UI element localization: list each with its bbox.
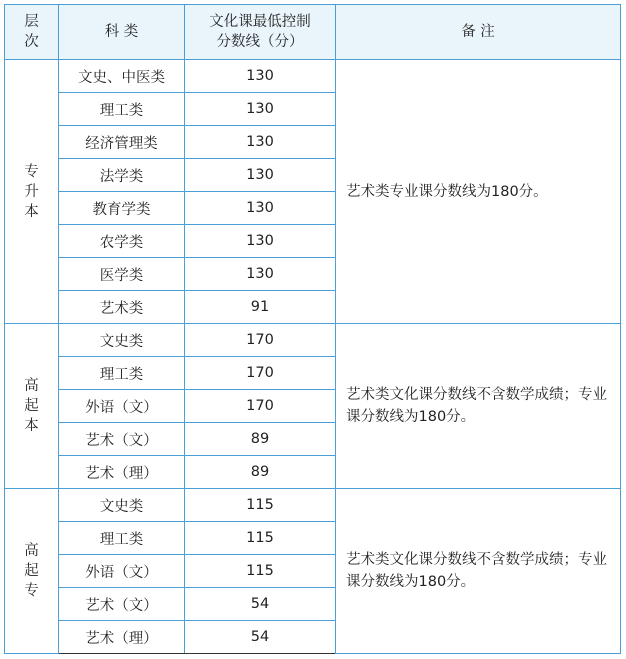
level-cell	[5, 60, 59, 324]
subject-cell: 文史类	[59, 324, 185, 357]
score-cell: 170	[185, 357, 336, 390]
subject-cell: 农学类	[59, 225, 185, 258]
subject-cell: 艺术（文）	[59, 588, 185, 621]
subject-cell: 经济管理类	[59, 126, 185, 159]
level-cell	[5, 324, 59, 489]
score-cell: 130	[185, 126, 336, 159]
level-char: 高	[24, 378, 39, 394]
subject-cell: 法学类	[59, 159, 185, 192]
level-char: 起	[24, 398, 39, 414]
subject-cell: 理工类	[59, 93, 185, 126]
score-cell: 130	[185, 225, 336, 258]
note-cell: 艺术类专业课分数线为180分。	[336, 60, 621, 324]
score-cell: 130	[185, 192, 336, 225]
level-char: 本	[24, 418, 39, 434]
score-cell: 89	[185, 456, 336, 489]
header-level-char: 层	[24, 14, 39, 30]
subject-cell: 理工类	[59, 357, 185, 390]
header-level-char: 次	[24, 34, 39, 50]
note-cell: 艺术类文化课分数线不含数学成绩；专业课分数线为180分。	[336, 324, 621, 489]
level-cell	[5, 489, 59, 654]
score-cell: 115	[185, 555, 336, 588]
subject-cell: 医学类	[59, 258, 185, 291]
table-body	[5, 60, 621, 654]
score-cell: 170	[185, 324, 336, 357]
score-cell: 130	[185, 93, 336, 126]
score-cell: 54	[185, 588, 336, 621]
subject-cell: 理工类	[59, 522, 185, 555]
subject-cell: 艺术（理）	[59, 456, 185, 489]
header-score-line	[185, 5, 336, 60]
subject-cell: 外语（文）	[59, 555, 185, 588]
score-cell: 170	[185, 390, 336, 423]
score-table	[4, 4, 621, 654]
score-cell: 130	[185, 60, 336, 93]
subject-cell: 艺术（理）	[59, 621, 185, 654]
score-cell: 115	[185, 522, 336, 555]
subject-cell: 艺术（文）	[59, 423, 185, 456]
table-row	[5, 489, 621, 522]
header-note: 备 注	[336, 5, 621, 60]
score-cell: 91	[185, 291, 336, 324]
header-subject: 科 类	[59, 5, 185, 60]
subject-cell: 外语（文）	[59, 390, 185, 423]
table-header	[5, 5, 621, 60]
level-char: 高	[24, 543, 39, 559]
note-cell: 艺术类文化课分数线不含数学成绩；专业课分数线为180分。	[336, 489, 621, 654]
subject-cell: 教育学类	[59, 192, 185, 225]
level-char: 专	[24, 163, 39, 180]
header-row	[5, 5, 621, 60]
subject-cell: 文史、中医类	[59, 60, 185, 93]
score-cell: 89	[185, 423, 336, 456]
subject-cell: 艺术类	[59, 291, 185, 324]
subject-cell: 文史类	[59, 489, 185, 522]
level-char: 起	[24, 563, 39, 579]
score-cell: 130	[185, 258, 336, 291]
header-level	[5, 5, 59, 60]
table-row	[5, 324, 621, 357]
level-char: 升	[24, 183, 39, 200]
score-cell: 115	[185, 489, 336, 522]
level-char: 专	[24, 583, 39, 599]
table-row	[5, 60, 621, 93]
header-score-line-2: 分数线（分）	[216, 34, 304, 50]
score-cell: 130	[185, 159, 336, 192]
level-char: 本	[24, 203, 39, 220]
header-score-line-1: 文化课最低控制	[209, 14, 311, 30]
score-cell: 54	[185, 621, 336, 654]
